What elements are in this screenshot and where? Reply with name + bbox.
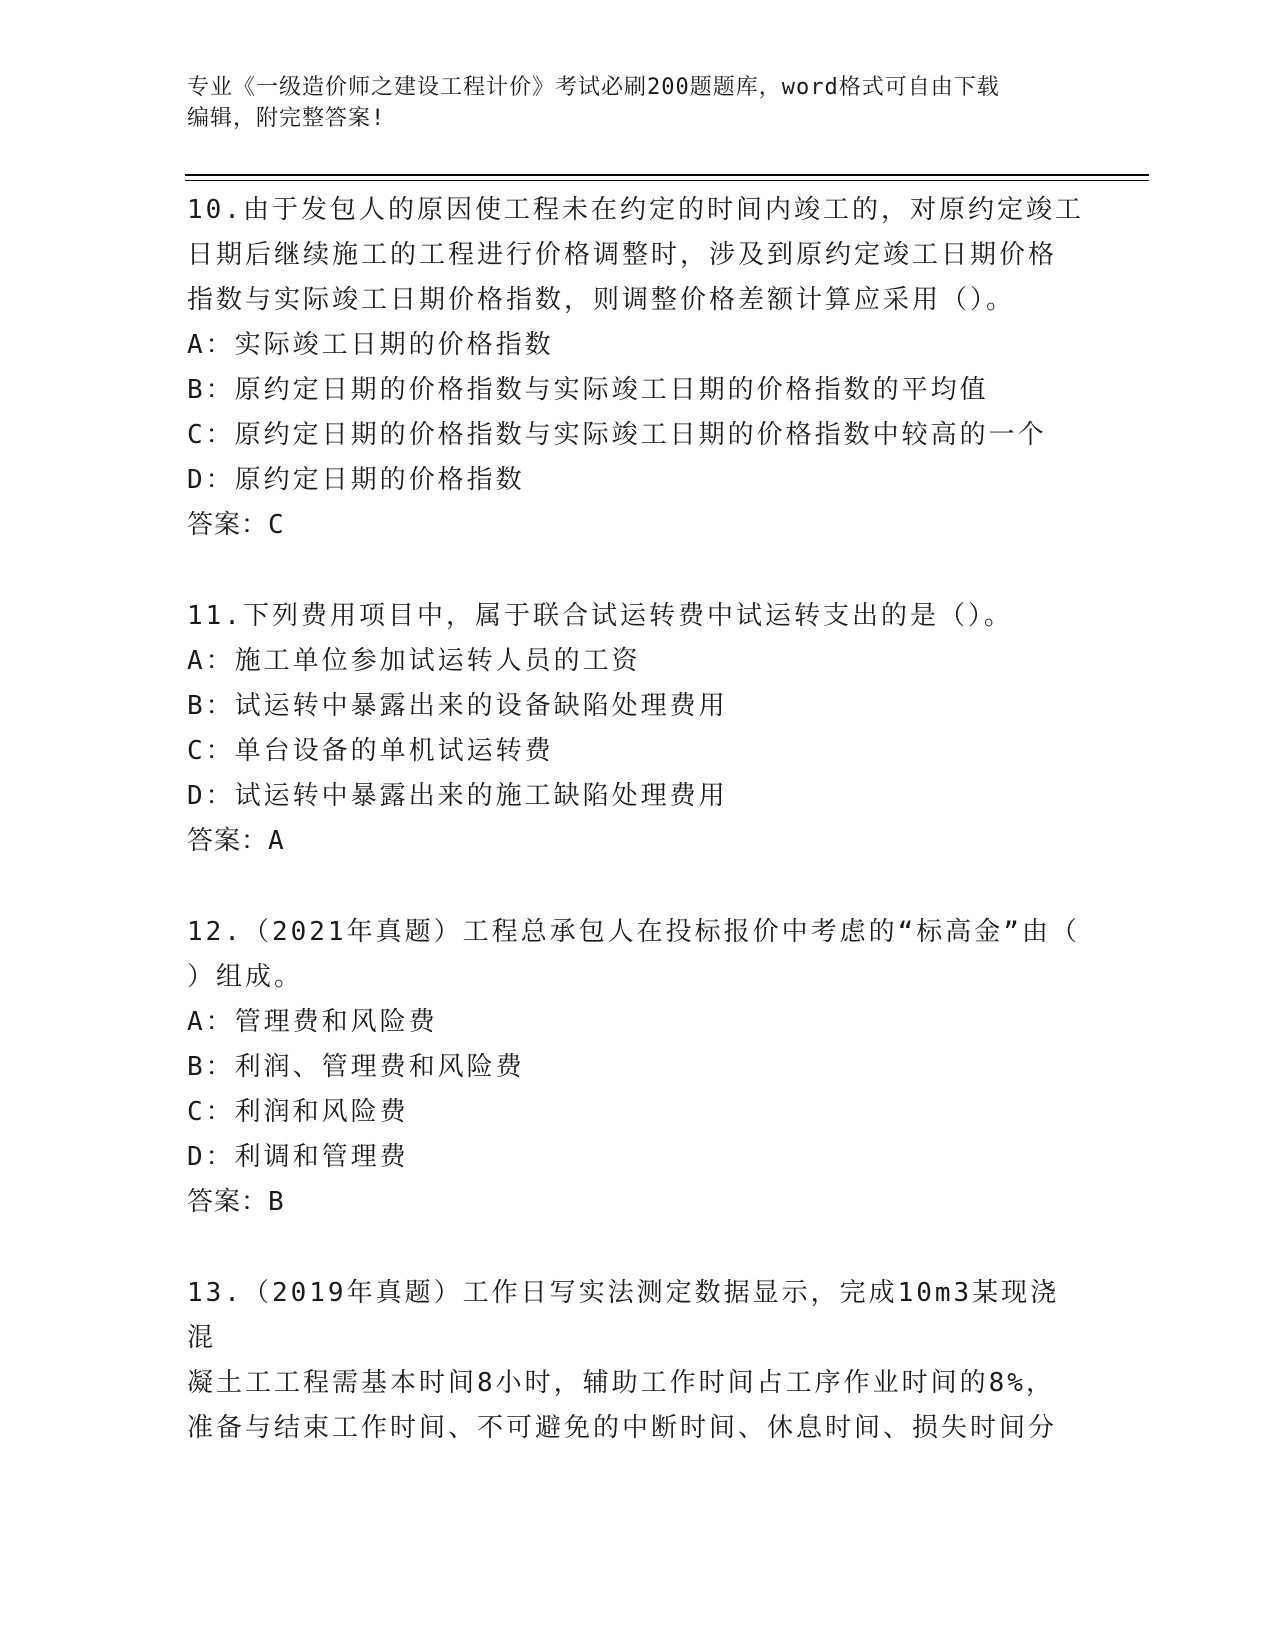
question-list — [187, 188, 1087, 1451]
option-d: D：试运转中暴露出来的施工缺陷处理费用 — [187, 781, 728, 811]
option-d: D：原约定日期的价格指数 — [187, 465, 525, 495]
answer-line: 答案：C — [187, 510, 285, 540]
stem-line: 10.由于发包人的原因使工程未在约定的时间内竣工的，对原约定竣工 — [187, 195, 1084, 225]
stem-line: 11.下列费用项目中，属于联合试运转费中试运转支出的是（）。 — [187, 601, 1013, 631]
stem-line: 12.（2021年真题）工程总承包人在投标报价中考虑的“标高金”由（ — [187, 917, 1080, 947]
option-b: B：原约定日期的价格指数与实际竣工日期的价格指数的平均值 — [187, 375, 989, 405]
option-d: D：利调和管理费 — [187, 1142, 409, 1172]
option-b: B：试运转中暴露出来的设备缺陷处理费用 — [187, 691, 728, 721]
question-11 — [187, 594, 1087, 864]
question-stem — [187, 910, 1087, 1000]
stem-line: 13.（2019年真题）工作日写实法测定数据显示，完成10m3某现浇混 — [187, 1278, 1060, 1353]
question-12 — [187, 910, 1087, 1225]
question-stem — [187, 188, 1087, 323]
question-stem — [187, 594, 1087, 639]
answer-line: 答案：B — [187, 1187, 285, 1217]
option-a: A：施工单位参加试运转人员的工资 — [187, 646, 641, 676]
option-b: B：利润、管理费和风险费 — [187, 1052, 525, 1082]
header-divider — [185, 174, 1149, 176]
question-10 — [187, 188, 1087, 548]
header-line-1: 专业《一级造价师之建设工程计价》考试必刷200题题库，word格式可自由下载 — [187, 75, 1000, 100]
stem-line: 指数与实际竣工日期价格指数，则调整价格差额计算应采用（）。 — [187, 285, 1016, 315]
stem-line: ）组成。 — [187, 962, 304, 992]
option-c: C：原约定日期的价格指数与实际竣工日期的价格指数中较高的一个 — [187, 420, 1047, 450]
option-c: C：单台设备的单机试运转费 — [187, 736, 554, 766]
option-a: A：管理费和风险费 — [187, 1007, 438, 1037]
stem-line: 日期后继续施工的工程进行价格调整时，涉及到原约定竣工日期价格 — [187, 240, 1058, 270]
stem-line: 准备与结束工作时间、不可避免的中断时间、休息时间、损失时间分 — [187, 1413, 1058, 1443]
answer-line: 答案：A — [187, 826, 285, 856]
question-stem — [187, 1271, 1087, 1451]
stem-line: 凝土工工程需基本时间8小时，辅助工作时间占工序作业时间的8%， — [187, 1368, 1055, 1398]
header-divider-thin — [185, 180, 1149, 181]
document-header — [187, 72, 1087, 134]
header-line-2: 编辑，附完整答案! — [187, 106, 386, 131]
question-13 — [187, 1271, 1087, 1451]
option-a: A：实际竣工日期的价格指数 — [187, 330, 554, 360]
option-c: C：利润和风险费 — [187, 1097, 409, 1127]
